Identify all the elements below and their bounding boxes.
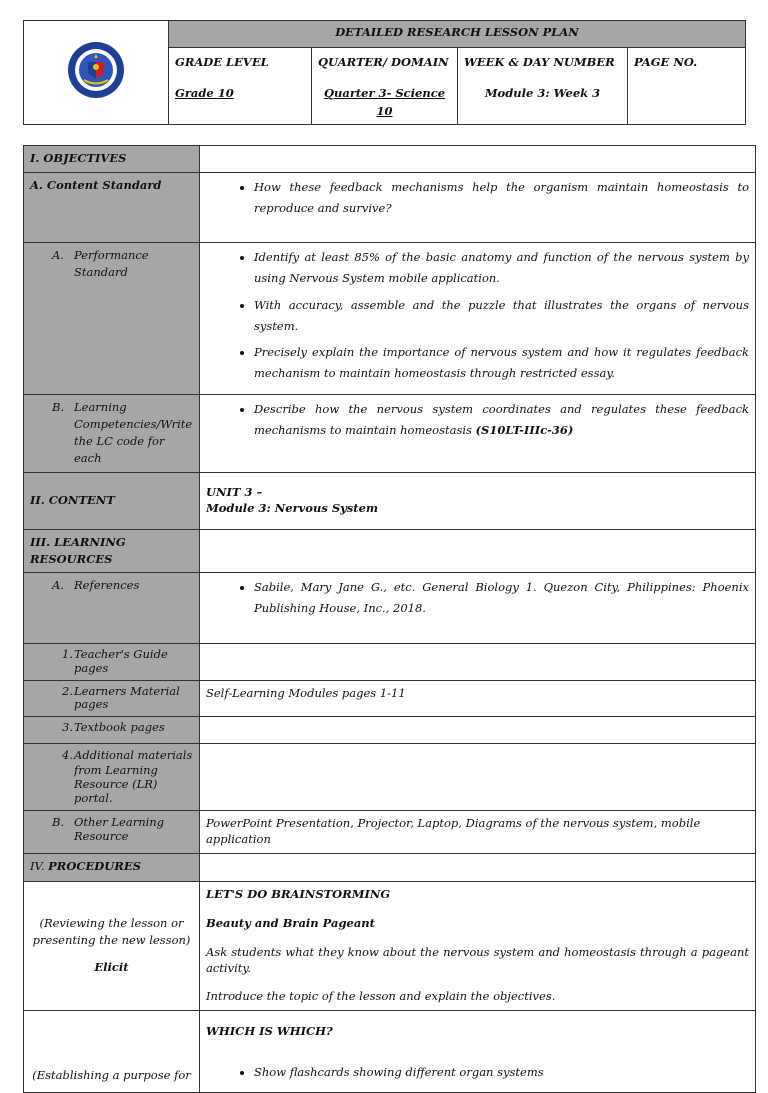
grade-level-label: GRADE LEVEL [175,55,269,69]
performance-standard-label-cell [24,243,200,395]
teachers-guide-value [200,644,756,681]
list-item: • Sabile, Mary Jane G., etc. General Biology 1. Quezon City, Philippines: Phoenix Publishing House, Inc., 2018. [254,577,749,620]
content-unit: UNIT 3 – [206,485,263,500]
review-subheading: Beauty and Brain Pageant [206,916,375,931]
learners-material-label-cell [24,680,200,717]
item-number: 4. [62,748,73,763]
list-item: • Precisely explain the importance of nervous system and how it regulates feedback mechanism to maintain homeostasis through restricted essay. [254,342,749,385]
lesson-plan-title: DETAILED RESEARCH LESSON PLAN [169,21,746,48]
procedures-title: PROCEDURES [48,858,141,873]
item-number: 1. [62,647,73,662]
review-paragraph: Ask students what they know about the nervous system and homeostasis through a pageant activity. [206,945,749,976]
competency-text: Describe how the nervous system coordinates and regulates these feedback mechanisms to maintain homeostasis [254,401,749,437]
additional-materials-label-cell [24,744,200,811]
teachers-guide-label: Teacher's Guide pages [74,647,168,675]
list-item: • Show flashcards showing different organ systems [254,1062,749,1083]
list-item [254,399,749,442]
item-number: 2. [62,683,73,698]
logo-cell [24,21,169,125]
content-heading: II. CONTENT [24,472,200,529]
procedures-heading [24,853,200,881]
page-no-cell [628,48,746,125]
item-number: B. [52,814,65,829]
review-heading: LET'S DO BRAINSTORMING [206,886,391,901]
performance-standard-cell [200,243,756,395]
references-list [206,577,749,620]
textbook-label-cell [24,717,200,744]
competencies-cell [200,394,756,472]
item-number: A. [52,578,64,593]
learning-resources-heading: III. LEARNING RESOURCES [24,529,200,573]
purpose-label-cell [24,1010,200,1093]
week-cell [458,48,628,125]
references-label: References [74,578,140,593]
week-label: WEEK & DAY NUMBER [464,55,615,69]
other-resource-value: PowerPoint Presentation, Projector, Laptop, Diagrams of the nervous system, mobile application [200,810,756,853]
purpose-list [206,1062,749,1083]
quarter-label: QUARTER/ DOMAIN [318,55,449,69]
grade-level-value: Grade 10 [175,86,234,101]
procedures-empty [200,853,756,881]
objectives-empty [200,146,756,173]
deped-seal-icon [66,40,126,100]
competency-code: (S10LT-IIIc-36) [475,422,574,437]
procedures-number: IV. [30,858,45,873]
learners-material-value: Self-Learning Modules pages 1-11 [200,680,756,717]
other-resource-label-cell [24,810,200,853]
quarter-value: Quarter 3- Science 10 [323,86,446,118]
page-no-label: PAGE NO. [634,55,698,69]
phase-label: Elicit [94,960,129,975]
content-standard-cell [200,173,756,243]
review-paragraph: Introduce the topic of the lesson and explain the objectives. [206,989,556,1004]
additional-materials-value [200,744,756,811]
review-label: (Reviewing the lesson or presenting the new lesson) [32,915,191,948]
other-resource-label: Other Learning Resource [74,814,165,844]
competencies-label-cell [24,394,200,472]
learners-material-label: Learners Material pages [74,683,180,712]
list-item: • Identify at least 85% of the basic anatomy and function of the nervous system by using Nervous System mobile application. [254,247,749,290]
textbook-label: Textbook pages [74,720,165,735]
review-label-cell [24,881,200,1010]
content-module: Module 3: Nervous System [206,500,379,515]
item-number: B. [52,399,65,414]
content-cell [200,472,756,529]
list-item: • How these feedback mechanisms help the organism maintain homeostasis to reproduce and survive? [254,177,749,220]
purpose-label: (Establishing a purpose for [32,1067,191,1082]
quarter-cell [312,48,458,125]
learning-resources-empty [200,529,756,573]
references-cell [200,573,756,644]
item-number: 3. [62,720,73,735]
lesson-plan-table [23,145,756,1093]
content-standard-label: A. Content Standard [24,173,200,243]
teachers-guide-label-cell [24,644,200,681]
item-number: A. [52,248,64,262]
purpose-content-cell [200,1010,756,1093]
competencies-list [206,399,749,442]
objectives-heading: I. OBJECTIVES [24,146,200,173]
content-standard-list [206,177,749,220]
performance-standard-label: Performance Standard [74,248,149,280]
grade-level-cell [169,48,312,125]
performance-standard-list [206,247,749,385]
purpose-heading: WHICH IS WHICH? [206,1023,333,1038]
references-label-cell [24,573,200,644]
list-item: • With accuracy, assemble and the puzzle that illustrates the organs of nervous system. [254,295,749,338]
additional-materials-label: Additional materials from Learning Resource (LR) portal. [74,748,193,806]
week-value: Module 3: Week 3 [484,86,601,101]
competencies-label: Learning Competencies/Write the LC code for each [74,399,193,466]
review-content-cell [200,881,756,1010]
textbook-value [200,717,756,744]
header-table [23,20,746,125]
